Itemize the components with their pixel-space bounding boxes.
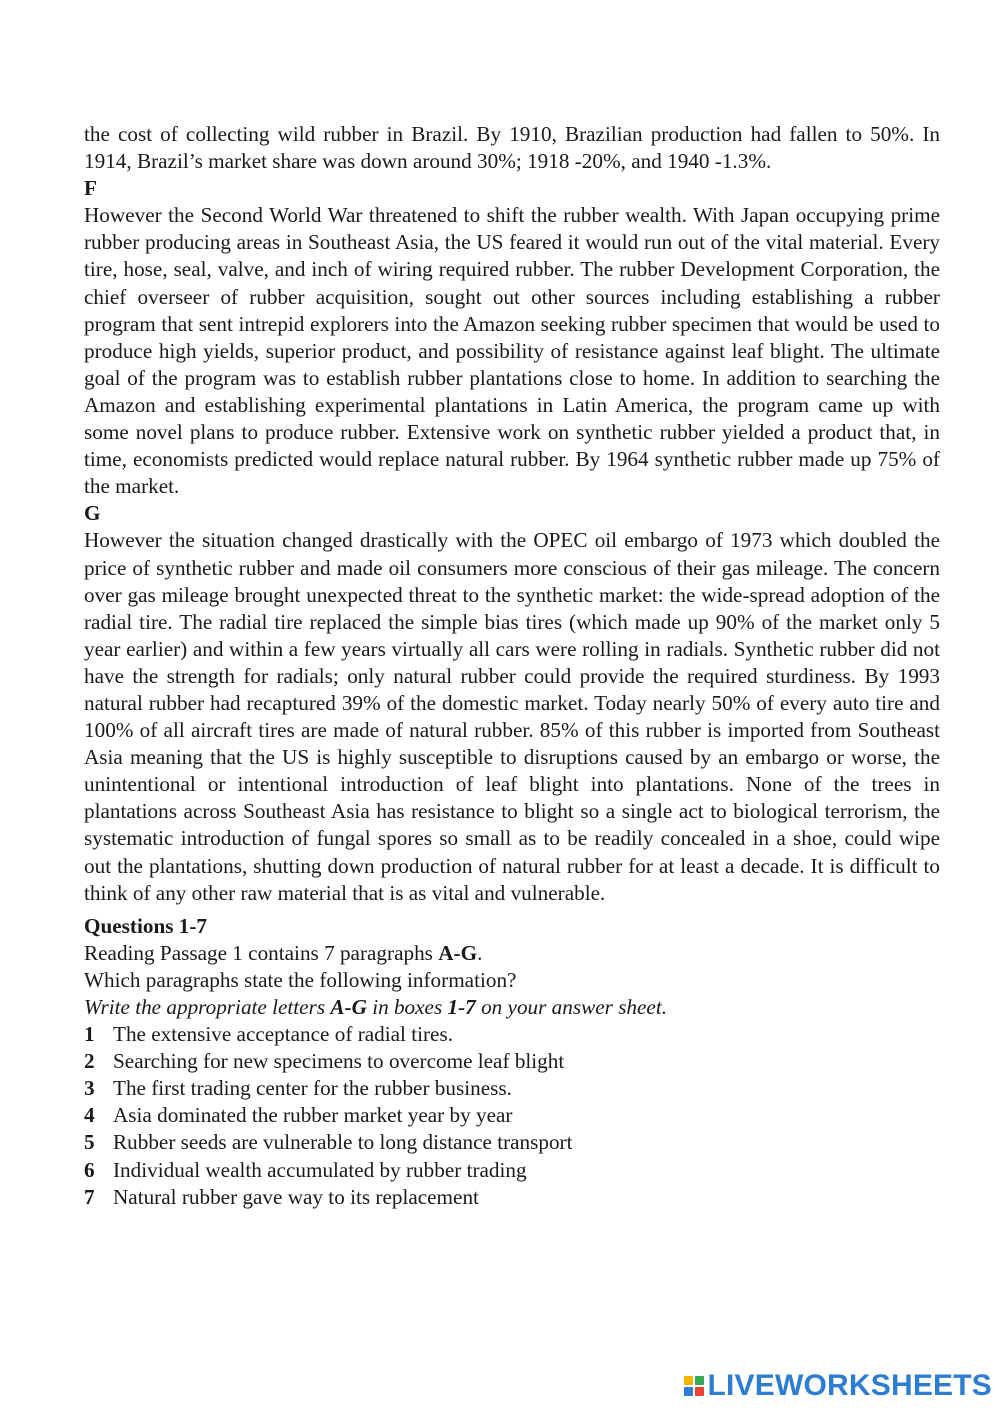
logo-square-red (695, 1387, 704, 1396)
questions-heading: Questions 1-7 (84, 913, 208, 938)
question-text: Searching for new specimens to overcome leaf blight (113, 1049, 565, 1074)
paragraph-g: However the situation changed drastically with the OPEC oil embargo of 1973 which doubled the price of synthetic rubber and made oil consumers more conscious of their gas mileage. The concern over gas mileage brought unexpected threat to the synthetic market: the wide-spread adoption of the radial tire. The radial tire replaced the simple bias tires (which made up 90% of the market only 5 year earlier) and within a few years virtually all cars were rolling in radials. Synthetic rubber did not have the strength for radials; only natural rubber could provide the required sturdiness. By 1993 natural rubber had recaptured 39% of the domestic market. Today nearly 50% of every auto tire and 100% of all aircraft tires are made of natural rubber. 85% of this rubber is imported from Southeast Asia meaning that the US is highly susceptible to disruptions caused by an embargo or worse, the unintentional or intentional introduction of leaf blight into plantations. None of the trees in plantations across Southeast Asia has resistance to blight so a single act to biological terrorism, the systematic introduction of fungal spores so small as to be readily concealed in a shoe, could wipe out the plantations, shutting down production of natural rubber for at least a decade. It is difficult to think of any other raw material that is as vital and vulnerable. (84, 528, 940, 905)
question-number: 2 (84, 1049, 95, 1074)
question-text: The extensive acceptance of radial tires. (113, 1022, 453, 1047)
questions-instruction-2: Which paragraphs state the following information? (84, 967, 517, 992)
questions-instruction-1 (84, 940, 940, 967)
question-text: The first trading center for the rubber business. (113, 1076, 512, 1101)
worksheet-page (84, 121, 940, 1211)
logo-square-green (695, 1376, 704, 1385)
question-item (84, 1129, 940, 1156)
question-item (84, 1157, 940, 1184)
instruction-1-text: Reading Passage 1 contains 7 paragraphs (84, 940, 439, 965)
question-number: 5 (84, 1130, 95, 1155)
question-text: Asia dominated the rubber market year by year (113, 1103, 513, 1128)
liveworksheets-logo-icon (684, 1376, 704, 1396)
brand-name: LIVEWORKSHEETS (707, 1369, 992, 1402)
passage-intro: the cost of collecting wild rubber in Brazil. By 1910, Brazilian production had fallen to 50%. In 1914, Brazil’s market share was down around 30%; 1918 -20%, and 1940 -1.3%. (84, 122, 940, 174)
question-text: Natural rubber gave way to its replacement (113, 1184, 479, 1209)
paragraph-f: However the Second World War threatened to shift the rubber wealth. With Japan occupying prime rubber producing areas in Southeast Asia, the US feared it would run out of the vital material. Every tire, hose, seal, valve, and inch of wiring required rubber. The rubber Development Corporation, the chief overseer of rubber acquisition, sought out other sources including establishing a rubber program that sent intrepid explorers into the Amazon seeking rubber specimen that would be used to produce high yields, superior product, and possibility of resistance against leaf blight. The ultimate goal of the program was to establish rubber plantations close to home. In addition to searching the Amazon and establishing experimental plantations in Latin America, the program came up with some novel plans to produce rubber. Extensive work on synthetic rubber yielded a product that, in time, economists predicted would replace natural rubber. By 1964 synthetic rubber made up 75% of the market. (84, 203, 940, 499)
liveworksheets-brand[interactable] (684, 1369, 993, 1403)
paragraph-f-letter: F (84, 176, 97, 201)
question-number: 6 (84, 1157, 95, 1182)
question-item (84, 1048, 940, 1075)
question-number: 1 (84, 1022, 95, 1047)
question-text: Rubber seeds are vulnerable to long distance transport (113, 1130, 573, 1155)
question-item (84, 1102, 940, 1129)
question-item (84, 1184, 940, 1211)
instruction-3-part-c: in boxes (366, 995, 448, 1019)
question-item (84, 1075, 940, 1102)
question-list (84, 1021, 940, 1211)
paragraph-g-letter: G (84, 501, 101, 526)
question-number: 7 (84, 1184, 95, 1209)
instruction-1-end: . (477, 940, 483, 965)
instruction-3-letters: A-G (330, 995, 367, 1019)
question-item (84, 1021, 940, 1048)
question-number: 3 (84, 1076, 95, 1101)
questions-instruction-3 (84, 994, 940, 1021)
logo-square-blue (684, 1387, 693, 1396)
instruction-3-boxes: 1-7 (447, 995, 476, 1019)
instruction-1-range: A-G (438, 940, 478, 965)
instruction-3-part-a: Write the appropriate letters (84, 995, 331, 1019)
instruction-3-part-e: on your answer sheet. (475, 995, 668, 1019)
question-text: Individual wealth accumulated by rubber trading (113, 1157, 527, 1182)
question-number: 4 (84, 1103, 95, 1128)
logo-square-yellow (684, 1376, 693, 1385)
